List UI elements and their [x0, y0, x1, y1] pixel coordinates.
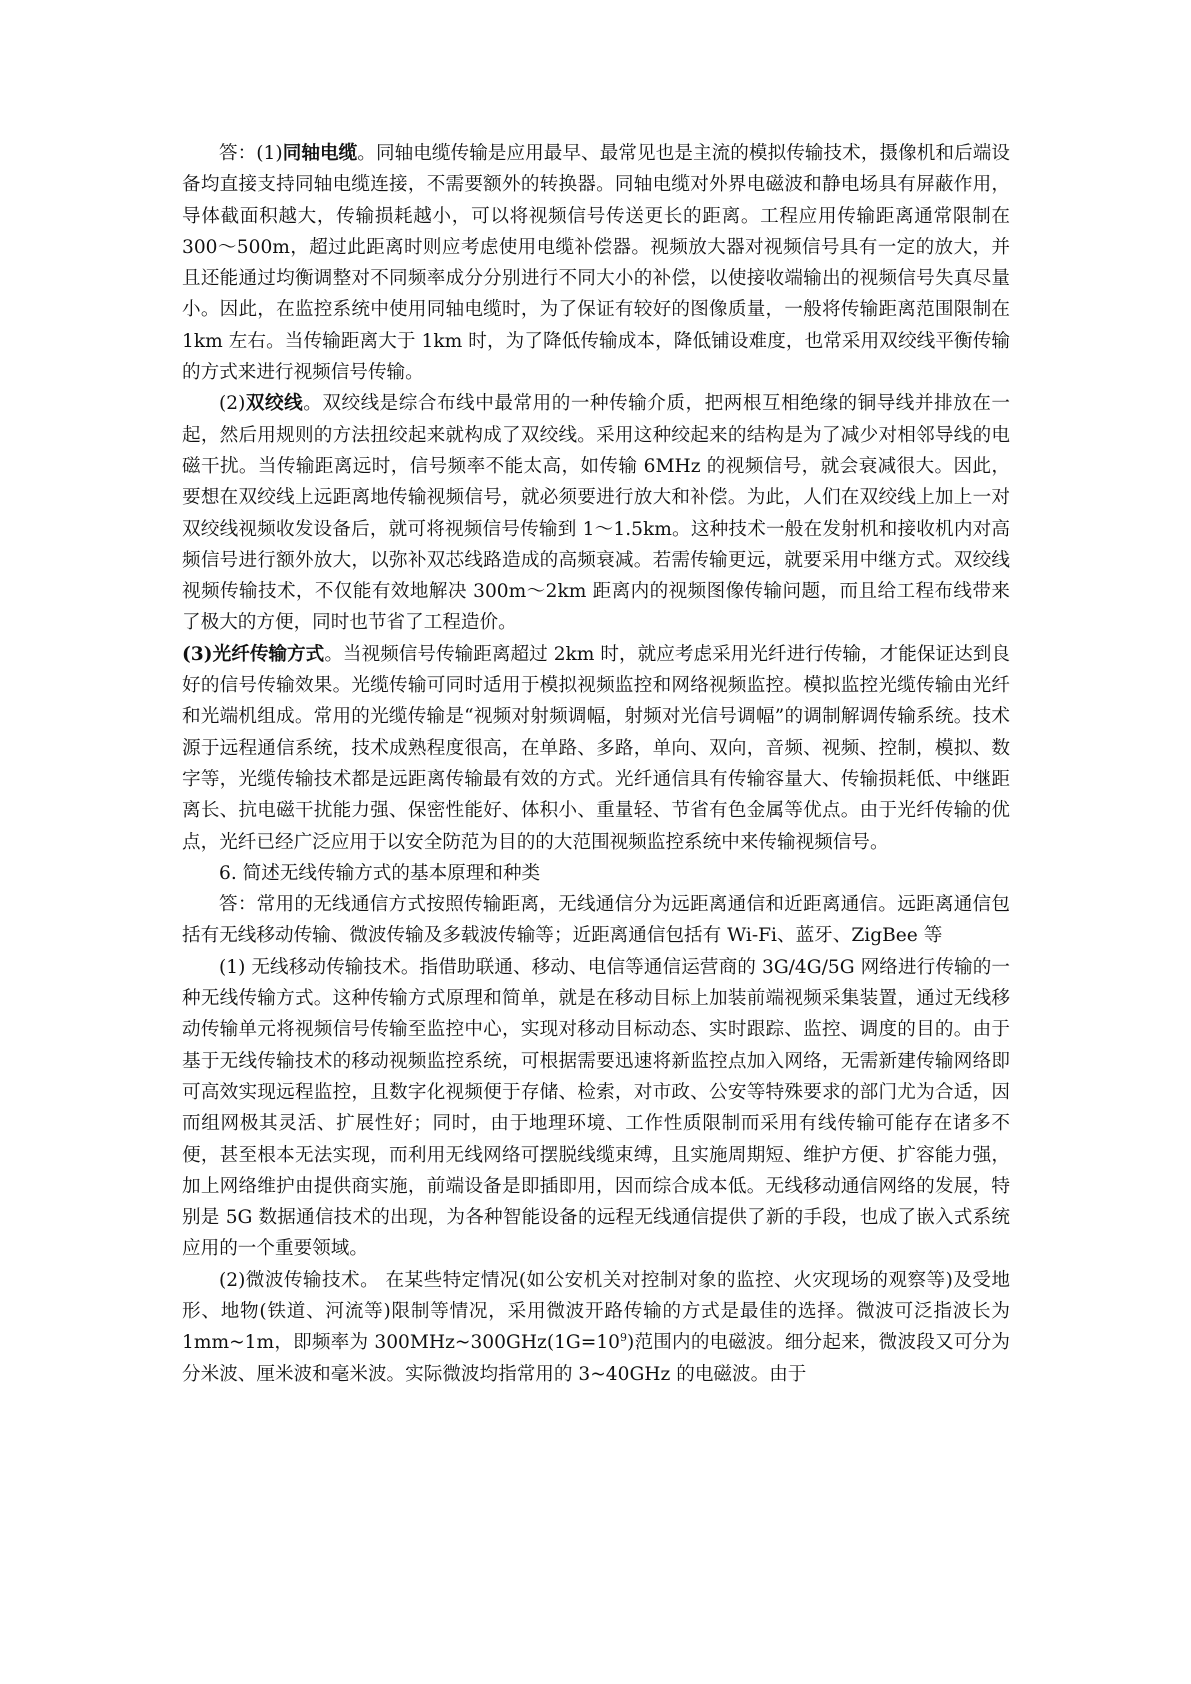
paragraph-fiber-optic — [182, 639, 1010, 858]
paragraph-wireless-mobile: (1) 无线移动传输技术。指借助联通、移动、电信等通信运营商的 3G/4G/5G 网络进行传输的一种无线传输方式。这种传输方式原理和简单，就是在移动目标上加装前端视频采集装置，通过无线移动传输单元将视频信号传输至监控中心，实现对移动目标动态、实时跟踪、监控、调度的目的。由于基于无线传输技术的移动视频监控系统，可根据需要迅速将新监控点加入网络，无需新建传输网络即可高效实现远程监控，且数字化视频便于存储、检索，对市政、公安等特殊要求的部门尤为合适，因而组网极其灵活、扩展性好；同时，由于地理环境、工作性质限制而采用有线传输可能存在诸多不便，甚至根本无法实现，而利用无线网络可摆脱线缆束缚，且实施周期短、维护方便、扩容能力强，加上网络维护由提供商实施，前端设备是即插即用，因而综合成本低。无线移动通信网络的发展，特别是 5G 数据通信技术的出现，为各种智能设备的远程无线通信提供了新的手段，也成了嵌入式系统应用的一个重要领域。 — [182, 956, 1010, 1260]
heading-twisted-pair: 双绞线 — [245, 393, 304, 415]
paragraph-microwave — [182, 1265, 1010, 1390]
paragraph-coaxial-cable — [182, 138, 1010, 388]
item-number: (2) — [219, 393, 246, 415]
paragraph-body-continued: )范围内的电磁波。细分起来，微波段又可分为分米波、厘米波和毫米波。实际微波均指常用的 3~40GHz 的电磁波。由于 — [182, 1332, 1010, 1385]
answer-6: 答：常用的无线通信方式按照传输距离，无线通信分为远距离通信和近距离通信。远距离通信包括有无线移动传输、微波传输及多载波传输等；近距离通信包括有 Wi-Fi、蓝牙、ZigBee 等 — [182, 894, 1010, 947]
answer-prefix: 答：(1) — [219, 143, 283, 164]
paragraph-body: 。当视频信号传输距离超过 2km 时，就应考虑采用光纤进行传输，才能保证达到良好的信号传输效果。光缆传输可同时适用于模拟视频监控和网络视频监控。模拟监控光缆传输由光纤和光端机组成。常用的光缆传输是“视频对射频调幅，射频对光信号调幅”的调制解调传输系统。技术源于远程通信系统，技术成熟程度很高，在单路、多路，单向、双向，音频、视频、控制，模拟、数字等，光缆传输技术都是远距离传输最有效的方式。光纤通信具有传输容量大、传输损耗低、中继距离长、抗电磁干扰能力强、保密性能好、体积小、重量轻、节省有色金属等优点。由于光纤传输的优点，光纤已经广泛应用于以安全防范为目的的大范围视频监控系统中来传输视频信号。 — [182, 643, 1010, 853]
paragraph-body: 。双绞线是综合布线中最常用的一种传输介质，把两根互相绝缘的铜导线并排放在一起，然后用规则的方法扭绞起来就构成了双绞线。采用这种绞起来的结构是为了减少对相邻导线的电磁干扰。当传输距离远时，信号频率不能太高，如传输 6MHz 的视频信号，就会衰减很大。因此，要想在双绞线上远距离地传输视频信号，就必须要进行放大和补偿。为此，人们在双绞线上加上一对双绞线视频收发设备后，就可将视频信号传输到 1～1.5km。这种技术一般在发射机和接收机内对高频信号进行额外放大，以弥补双芯线路造成的高频衰减。若需传输更远，就要采用中继方式。双绞线视频传输技术，不仅能有效地解决 300m～2km 距离内的视频图像传输问题，而且给工程布线带来了极大的方便，同时也节省了工程造价。 — [182, 393, 1010, 634]
exponent: 9 — [620, 1331, 628, 1345]
paragraph-body: (2)微波传输技术。 在某些特定情况(如公安机关对控制对象的监控、火灾现场的观察等)及受地形、地物(铁道、河流等)限制等情况，采用微波开路传输的方式是最佳的选择。微波可泛指波长为 1mm~1m，即频率为 300MHz~300GHz(1G=10 — [182, 1269, 1010, 1354]
paragraph-body: 。同轴电缆传输是应用最早、最常见也是主流的模拟传输技术，摄像机和后端设备均直接支持同轴电缆连接，不需要额外的转换器。同轴电缆对外界电磁波和静电场具有屏蔽作用，导体截面积越大，传输损耗越小，可以将视频信号传送更长的距离。工程应用传输距离通常限制在 300～500m，超过此距离时则应考虑使用电缆补偿器。视频放大器对视频信号具有一定的放大，并且还能通过均衡调整对不同频率成分分别进行不同大小的补偿，以使接收端输出的视频信号失真尽量小。因此，在监控系统中使用同轴电缆时，为了保证有较好的图像质量，一般将传输距离范围限制在 1km 左右。当传输距离大于 1km 时，为了降低传输成本，降低铺设难度，也常采用双绞线平衡传输的方式来进行视频信号传输。 — [182, 143, 1010, 384]
item-number: (3) — [182, 643, 213, 665]
heading-coaxial-cable: 同轴电缆 — [282, 143, 358, 164]
paragraph-twisted-pair — [182, 388, 1010, 638]
document-page — [182, 138, 1010, 1390]
heading-fiber-optic: 光纤传输方式 — [212, 643, 325, 665]
question-6: 6. 简述无线传输方式的基本原理和种类 — [219, 862, 541, 884]
